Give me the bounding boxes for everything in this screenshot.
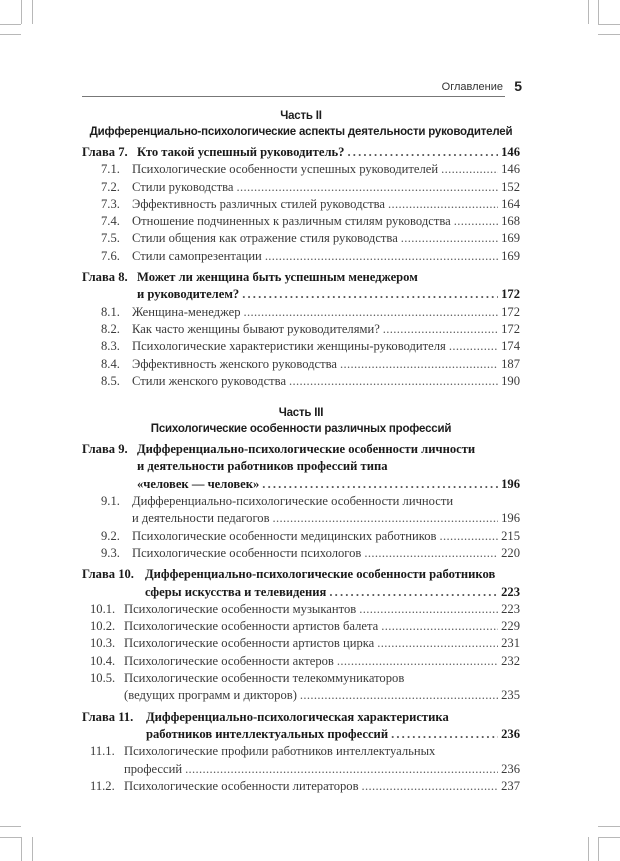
crop-mark-top-right-v2 (598, 0, 599, 24)
section-title-cont: (ведущих программ и дикторов) (124, 688, 297, 703)
page-ref: 172 (501, 321, 520, 336)
crop-mark-top-left-h2 (0, 34, 21, 35)
leader-dots (441, 161, 498, 178)
section-title-cont: профессий (124, 761, 183, 776)
toc-section[interactable] (82, 635, 520, 652)
toc-chapter[interactable] (82, 566, 520, 601)
section-title: Психологические особенности телекоммуникаторов (124, 671, 405, 686)
section-title: Психологические особенности успешных руководителей (132, 162, 439, 177)
page-ref: 172 (501, 287, 520, 302)
section-number: 10.1. (90, 601, 116, 616)
leader-dots (377, 635, 498, 652)
leader-dots (359, 601, 498, 618)
leader-dots (185, 761, 498, 778)
crop-mark-bottom-left-h2 (0, 837, 21, 838)
section-number: 7.6. (101, 248, 120, 263)
page-ref: 196 (501, 511, 520, 526)
toc-section[interactable] (82, 338, 520, 355)
section-number: 9.1. (101, 494, 120, 509)
page-ref: 236 (501, 726, 520, 741)
toc-section[interactable] (82, 179, 520, 196)
page-ref: 215 (501, 528, 520, 543)
section-title: Эффективность женского руководства (132, 356, 338, 371)
section-number: 8.5. (101, 373, 120, 388)
page-ref: 146 (501, 145, 520, 159)
crop-mark-bottom-left-v1 (21, 837, 22, 861)
section-title: Отношение подчиненных к различным стилям руководства (132, 214, 451, 229)
crop-mark-top-left-v2 (32, 0, 33, 24)
section-title: Стили самопрезентации (132, 248, 262, 263)
toc-section[interactable] (82, 601, 520, 618)
toc-section[interactable] (82, 196, 520, 213)
section-number: 9.3. (101, 545, 120, 560)
chapter-title-cont: «человек — человек» (137, 476, 260, 491)
chapter-title-cont: и руководителем? (137, 287, 240, 302)
section-number: 10.4. (90, 653, 116, 668)
page-ref: 223 (501, 584, 520, 599)
leader-dots (329, 584, 498, 601)
chapter-number: Глава 11. (82, 709, 134, 724)
section-number: 10.5. (90, 671, 116, 686)
section-title: Психологические характеристики женщины-руководителя (132, 339, 446, 354)
page-ref: 235 (501, 688, 520, 703)
table-of-contents (82, 108, 520, 795)
part-heading (82, 108, 520, 140)
chapter-title: Кто такой успешный руководитель? (137, 145, 345, 159)
chapter-title: Дифференциально-психологические особенности личности (137, 442, 476, 457)
section-number: 7.3. (101, 196, 120, 211)
section-title: Стили общения как отражение стиля руководства (132, 231, 398, 246)
toc-section[interactable] (82, 618, 520, 635)
page-ref: 232 (501, 653, 520, 668)
toc-chapter[interactable] (82, 144, 520, 161)
section-title: Психологические особенности медицинских работников (132, 528, 437, 543)
leader-dots (388, 196, 498, 213)
chapter-number: Глава 10. (82, 567, 134, 582)
section-number: 8.4. (101, 356, 120, 371)
crop-mark-top-left-h1 (0, 24, 21, 25)
toc-section[interactable] (82, 493, 520, 528)
toc-section[interactable] (82, 670, 520, 705)
section-number: 7.5. (101, 231, 120, 246)
leader-dots (273, 510, 499, 527)
crop-mark-bottom-right-v2 (598, 837, 599, 861)
crop-mark-bottom-left-v2 (32, 837, 33, 861)
leader-dots (381, 618, 498, 635)
section-number: 9.2. (101, 528, 120, 543)
section-number: 10.3. (90, 636, 116, 651)
page-ref: 196 (501, 476, 520, 491)
page-ref: 168 (501, 214, 520, 229)
page-ref: 223 (501, 601, 520, 616)
section-title: Стили женского руководства (132, 373, 287, 388)
toc-chapter[interactable] (82, 441, 520, 493)
toc-section[interactable] (82, 321, 520, 338)
chapter-title: Дифференциально-психологические особенности работников (145, 567, 496, 582)
page-ref: 190 (501, 373, 520, 388)
part-label: Часть III (278, 407, 324, 420)
toc-section[interactable] (82, 743, 520, 778)
leader-dots (244, 304, 499, 321)
section-number: 7.4. (101, 214, 120, 229)
crop-mark-top-right-v1 (588, 0, 589, 24)
page-ref: 231 (501, 636, 520, 651)
chapter-title: Дифференциально-психологическая характеристика (146, 709, 449, 724)
page-ref: 164 (501, 196, 520, 211)
part-label: Часть II (280, 110, 322, 122)
page-ref: 169 (501, 231, 520, 246)
leader-dots (364, 545, 498, 562)
toc-section[interactable] (82, 528, 520, 545)
chapter-number: Глава 9. (82, 442, 128, 457)
page-ref: 174 (501, 339, 520, 354)
chapter-title-cont: работников интеллектуальных профессий (146, 726, 389, 741)
chapter-title: Может ли женщина быть успешным менеджером (137, 270, 418, 285)
leader-dots (337, 653, 498, 670)
section-title: Психологические особенности литераторов (124, 778, 359, 793)
crop-mark-bottom-right-h2 (598, 837, 620, 838)
chapter-title-cont: сферы искусства и телевидения (145, 584, 327, 599)
page-ref: 236 (501, 761, 520, 776)
section-number: 7.1. (101, 162, 120, 177)
page-ref: 146 (501, 162, 520, 177)
page-ref: 172 (501, 304, 520, 319)
section-title: Психологические особенности актеров (124, 653, 334, 668)
page-ref: 237 (501, 778, 520, 793)
section-number: 8.3. (101, 339, 120, 354)
section-title: Психологические профили работников интеллектуальных (124, 744, 436, 759)
crop-mark-top-left-v1 (21, 0, 22, 24)
toc-section[interactable] (82, 653, 520, 670)
toc-section[interactable] (82, 213, 520, 230)
crop-mark-bottom-right-h1 (598, 826, 620, 827)
toc-section[interactable] (82, 356, 520, 373)
header-rule (82, 96, 505, 97)
toc-section[interactable] (82, 230, 520, 247)
chapter-number: Глава 7. (82, 145, 128, 159)
section-title: Дифференциально-психологические особенности личности (132, 494, 454, 509)
leader-dots (262, 476, 498, 493)
crop-mark-top-right-h1 (598, 24, 620, 25)
leader-dots (265, 248, 498, 265)
section-title: Психологические особенности психологов (132, 545, 362, 560)
part-heading (82, 405, 520, 437)
crop-mark-bottom-right-v1 (588, 837, 589, 861)
section-number: 8.2. (101, 321, 120, 336)
leader-dots (454, 213, 498, 230)
running-head (82, 78, 522, 98)
section-title: Психологические особенности артистов цирка (124, 636, 375, 651)
toc-chapter[interactable] (82, 269, 520, 304)
chapter-number: Глава 8. (82, 270, 128, 285)
part-title: Дифференциально-психологические аспекты деятельности руководителей (89, 126, 513, 138)
section-number: 11.1. (90, 744, 115, 759)
crop-mark-top-right-h2 (598, 34, 620, 35)
leader-dots (300, 687, 498, 704)
page-ref: 169 (501, 248, 520, 263)
toc-section[interactable] (82, 248, 520, 265)
leader-dots (383, 321, 498, 338)
section-number: 10.2. (90, 619, 116, 634)
section-title: Женщина-менеджер (132, 304, 241, 319)
page-ref: 229 (501, 619, 520, 634)
page-ref: 220 (501, 545, 520, 560)
leader-dots (347, 144, 498, 161)
section-number: 8.1. (101, 304, 120, 319)
crop-mark-bottom-left-h1 (0, 826, 21, 827)
toc-section[interactable] (82, 545, 520, 562)
section-title: Как часто женщины бывают руководителями? (132, 321, 380, 336)
section-title: Стили руководства (132, 179, 234, 194)
page-ref: 152 (501, 179, 520, 194)
toc-section[interactable] (82, 373, 520, 390)
leader-dots (242, 286, 498, 303)
section-title: Психологические особенности музыкантов (124, 601, 357, 616)
running-head-title: Оглавление (441, 81, 503, 93)
leader-dots (439, 528, 498, 545)
toc-section[interactable] (82, 161, 520, 178)
section-title-cont: и деятельности педагогов (132, 511, 270, 526)
leader-dots (289, 373, 498, 390)
toc-chapter[interactable] (82, 709, 520, 744)
leader-dots (449, 338, 498, 355)
section-number: 7.2. (101, 179, 120, 194)
part-title: Психологические особенности различных профессий (150, 423, 452, 436)
toc-section[interactable] (82, 778, 520, 795)
section-title: Психологические особенности артистов балета (124, 619, 379, 634)
section-number: 11.2. (90, 778, 115, 793)
leader-dots (340, 356, 498, 373)
leader-dots (391, 726, 498, 743)
toc-section[interactable] (82, 304, 520, 321)
page-ref: 187 (501, 356, 520, 371)
leader-dots (401, 230, 498, 247)
chapter-title-cont: и деятельности работников профессий типа (137, 459, 388, 474)
page-number: 5 (514, 78, 522, 94)
leader-dots (237, 179, 499, 196)
section-title: Эффективность различных стилей руководства (132, 196, 385, 211)
leader-dots (362, 778, 499, 795)
